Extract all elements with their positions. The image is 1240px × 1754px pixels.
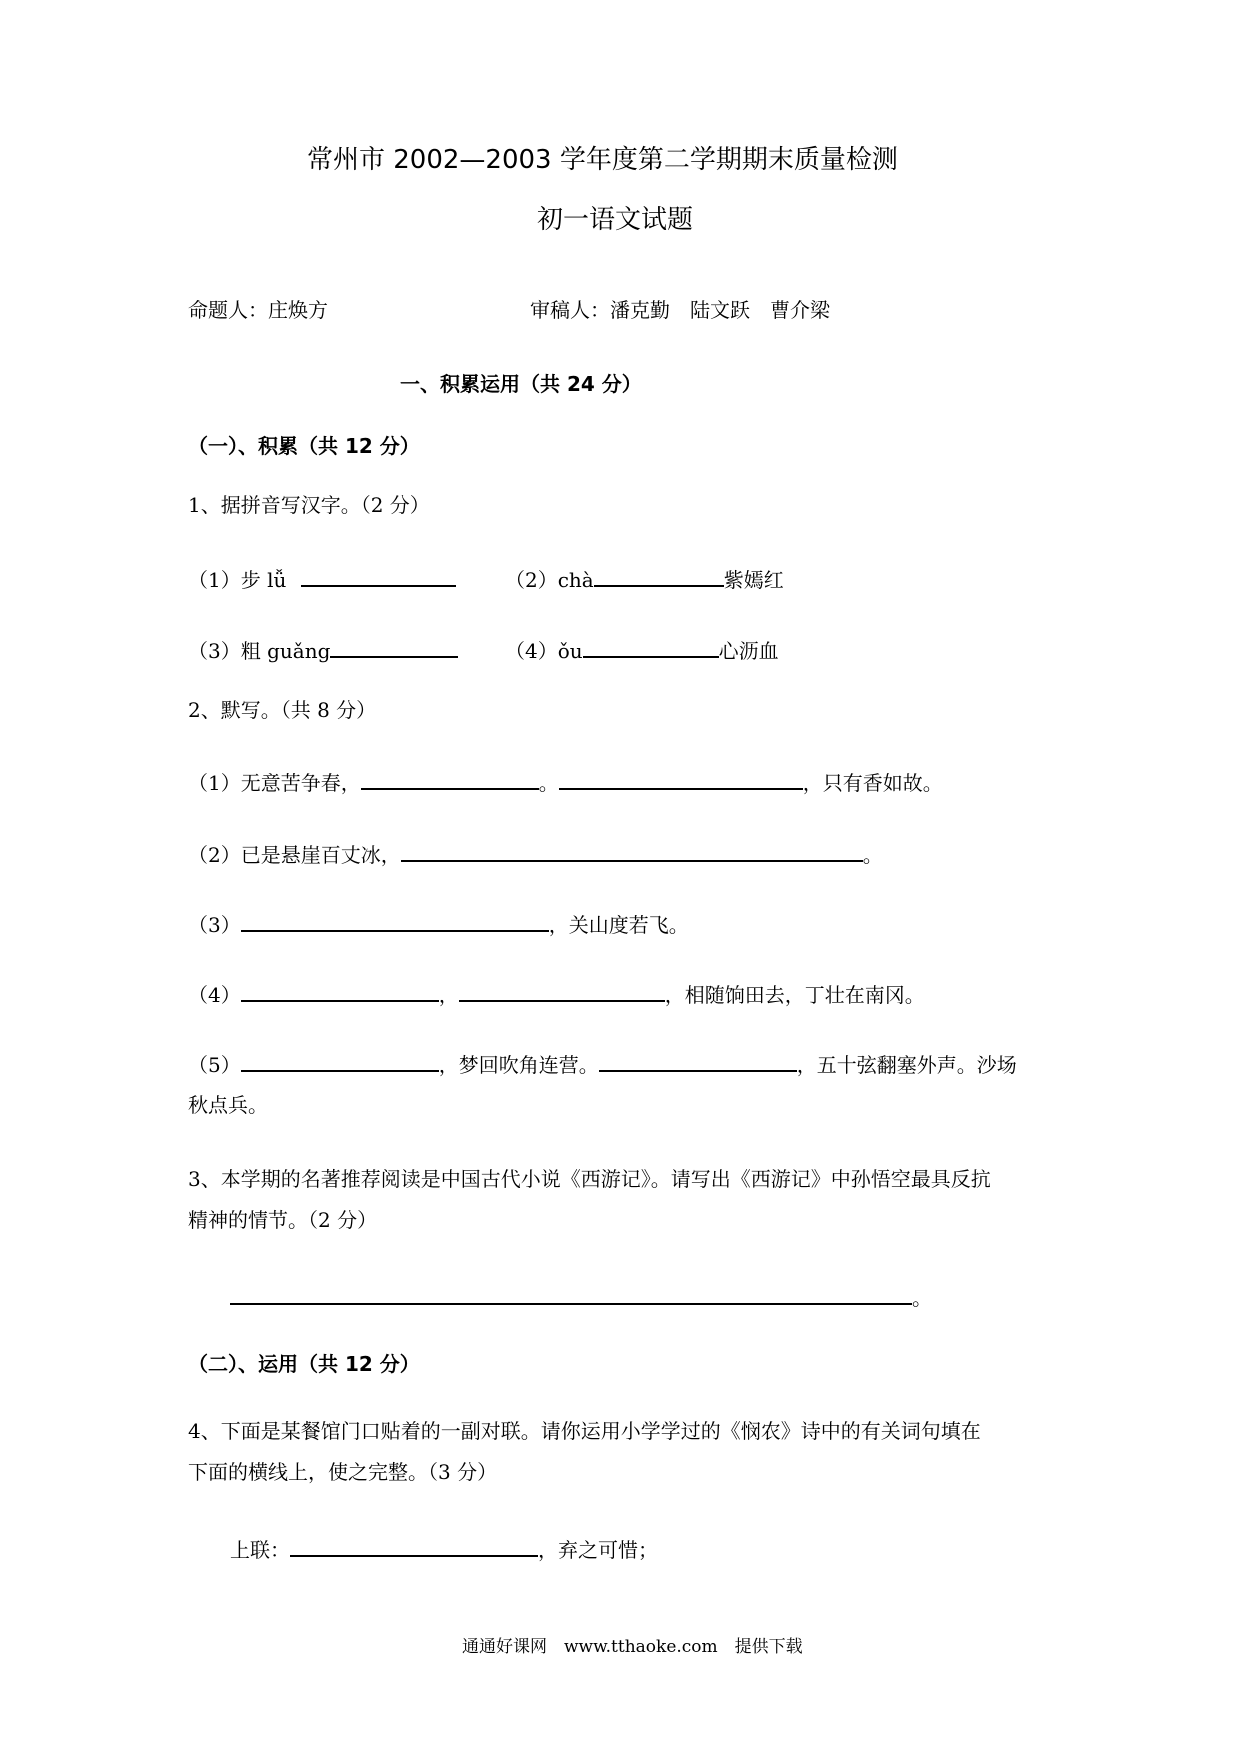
question-1-item-b xyxy=(505,565,784,592)
section-heading: 一、积累运用（共 24 分） xyxy=(400,372,642,396)
question-2-line-3 xyxy=(188,910,689,937)
answer-blank[interactable] xyxy=(459,980,665,1002)
question-2-line-4 xyxy=(188,980,925,1007)
answer-blank[interactable] xyxy=(241,980,439,1002)
answer-blank[interactable] xyxy=(361,768,539,790)
line-suffix: ，五十弦翻塞外声。沙场 xyxy=(796,1053,1017,1077)
question-4-upper-couplet xyxy=(230,1535,658,1562)
question-4-prompt-line-2: 下面的横线上，使之完整。（3 分） xyxy=(188,1460,498,1484)
item-label: （3）粗 guǎng xyxy=(188,639,331,663)
answer-blank[interactable] xyxy=(583,636,719,658)
answer-blank[interactable] xyxy=(301,565,456,587)
answer-blank[interactable] xyxy=(230,1283,912,1305)
item-label: （1）步 lǚ xyxy=(188,568,287,592)
item-label: （4）ǒu xyxy=(505,639,583,663)
subsection-heading-accumulation: （一）、积累（共 12 分） xyxy=(188,434,420,458)
line-prefix: （2）已是悬崖百丈冰， xyxy=(188,843,401,867)
answer-blank[interactable] xyxy=(401,840,863,862)
line-mid: ，梦回吹角连营。 xyxy=(438,1053,599,1077)
question-1-item-c xyxy=(188,636,458,663)
line-mid: 。 xyxy=(538,771,559,795)
answer-blank[interactable] xyxy=(599,1050,797,1072)
question-1-prompt: 1、据拼音写汉字。（2 分） xyxy=(188,493,430,517)
page-footer: 通通好课网 www.tthaoke.com 提供下载 xyxy=(462,1637,803,1657)
answer-blank[interactable] xyxy=(241,1050,439,1072)
line-mid: ， xyxy=(438,983,459,1007)
item-label: （2）chà xyxy=(505,568,594,592)
question-2-line-2 xyxy=(188,840,883,867)
page-title: 常州市 2002—2003 学年度第二学期期末质量检测 xyxy=(307,145,898,175)
item-suffix: 心沥血 xyxy=(718,639,779,663)
question-3-prompt-line-2: 精神的情节。（2 分） xyxy=(188,1208,378,1232)
question-3-prompt-line-1: 3、本学期的名著推荐阅读是中国古代小说《西游记》。请写出《西游记》中孙悟空最具反抗 xyxy=(188,1167,991,1191)
question-1-item-a xyxy=(188,565,456,592)
answer-blank[interactable] xyxy=(330,636,458,658)
question-4-prompt-line-1: 4、下面是某餐馆门口贴着的一副对联。请你运用小学学过的《悯农》诗中的有关词句填在 xyxy=(188,1419,981,1443)
question-3-answer-line xyxy=(230,1283,932,1310)
answer-blank[interactable] xyxy=(241,910,549,932)
line-suffix: 。 xyxy=(862,843,883,867)
line-end: 。 xyxy=(912,1286,932,1310)
subsection-heading-application: （二）、运用（共 12 分） xyxy=(188,1352,420,1376)
reviewer-label: 审稿人：潘克勤 陆文跃 曹介梁 xyxy=(530,298,830,322)
answer-blank[interactable] xyxy=(594,565,724,587)
line-prefix: （3） xyxy=(188,913,241,937)
question-1-item-d xyxy=(505,636,779,663)
question-2-line-1 xyxy=(188,768,943,795)
author-label: 命题人：庄焕方 xyxy=(188,298,328,322)
question-2-line-5 xyxy=(188,1050,1017,1077)
item-suffix: 紫嫣红 xyxy=(723,568,784,592)
question-2-line-5-continuation: 秋点兵。 xyxy=(188,1093,268,1117)
line-suffix: ，关山度若飞。 xyxy=(548,913,689,937)
line-prefix: （1）无意苦争春， xyxy=(188,771,361,795)
line-prefix: （4） xyxy=(188,983,241,1007)
line-suffix: ，只有香如故。 xyxy=(802,771,943,795)
line-suffix: ，相随饷田去，丁壮在南冈。 xyxy=(664,983,925,1007)
line-prefix: （5） xyxy=(188,1053,241,1077)
line-prefix: 上联： xyxy=(230,1538,290,1562)
answer-blank[interactable] xyxy=(290,1535,538,1557)
question-2-prompt: 2、默写。（共 8 分） xyxy=(188,698,377,722)
page-subtitle: 初一语文试题 xyxy=(537,205,694,235)
answer-blank[interactable] xyxy=(559,768,803,790)
line-suffix: ，弃之可惜； xyxy=(538,1538,658,1562)
